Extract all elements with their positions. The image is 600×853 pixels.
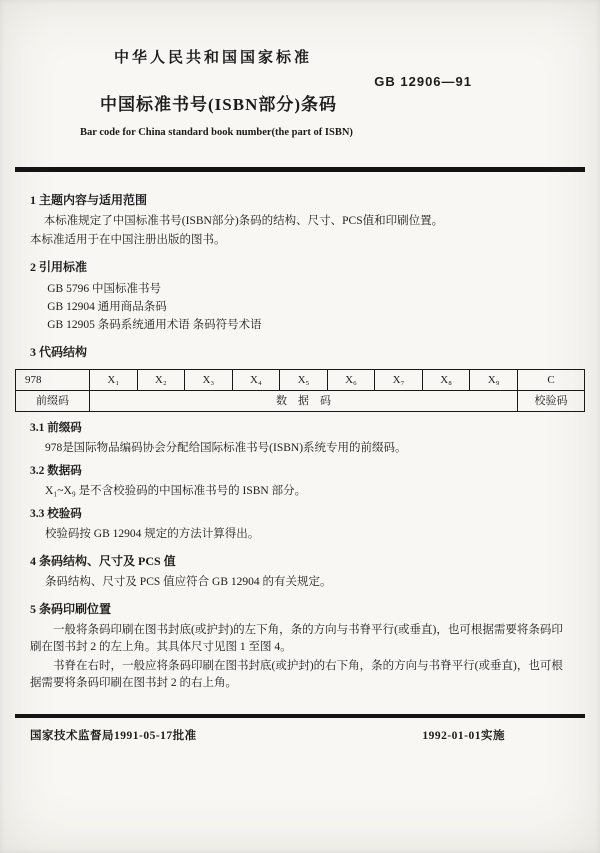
data-label-cell: 数 据 码 xyxy=(90,391,518,412)
code-table-row-labels xyxy=(16,391,585,412)
footer-divider xyxy=(15,714,585,718)
section-5-heading: 5 条码印刷位置 xyxy=(30,602,112,616)
data-code-cell: X₃ xyxy=(185,370,233,391)
data-code-cell: X₇ xyxy=(375,370,423,391)
data-code-cell: X₉ xyxy=(470,370,518,391)
doc-number: GB 12906—91 xyxy=(374,74,472,89)
section-2-heading: 2 引用标准 xyxy=(30,260,88,274)
data-code-cell: X₁ xyxy=(90,370,138,391)
section-1-paragraph-2: 本标准适用于在中国注册出版的图书。 xyxy=(30,234,226,246)
code-structure-table xyxy=(15,369,585,412)
page-title: 中国标准书号(ISBN部分)条码 xyxy=(100,95,338,114)
check-code-cell: C xyxy=(518,370,585,391)
section-3-heading: 3 代码结构 xyxy=(30,345,88,359)
section-3-1-paragraph: 978是国际物品编码协会分配给国际标准书号(ISBN)系统专用的前缀码。 xyxy=(44,442,407,454)
data-code-cell: X₂ xyxy=(137,370,185,391)
data-code-cell: X₆ xyxy=(327,370,375,391)
prefix-code-cell: 978 xyxy=(16,370,90,391)
reference-item: GB 12905 条码系统通用术语 条码符号术语 xyxy=(47,319,262,331)
section-4-paragraph: 条码结构、尺寸及 PCS 值应符合 GB 12904 的有关规定。 xyxy=(44,576,332,588)
prefix-label-cell: 前缀码 xyxy=(16,391,90,412)
data-code-cell: X₄ xyxy=(232,370,280,391)
footer-approval: 国家技术监督局1991-05-17批准 xyxy=(30,730,197,742)
section-5-paragraph-1: 一般将条码印刷在图书封底(或护封)的左下角，条的方向与书脊平行(或垂直)，也可根据需要将条码印刷在图书封 2 的左上角。其具体尺寸见图 1 至图 4。 xyxy=(30,624,563,653)
section-1-heading: 1 主题内容与适用范围 xyxy=(30,193,148,207)
data-code-cell: X₅ xyxy=(280,370,328,391)
page-title-english: Bar code for China standard book number(the part of ISBN) xyxy=(80,127,353,138)
section-5-paragraph-2: 书脊在右时，一般应将条码印刷在图书封底(或护封)的右下角，条的方向与书脊平行(或垂直)，也可根据需要将条码印刷在图书封 2 的右上角。 xyxy=(30,660,563,689)
document-body xyxy=(25,190,570,694)
section-3-2-heading: 3.2 数据码 xyxy=(30,465,82,477)
section-3-3-paragraph: 校验码按 GB 12904 规定的方法计算得出。 xyxy=(44,528,260,540)
reference-item: GB 12904 通用商品条码 xyxy=(47,301,167,313)
section-4-heading: 4 条码结构、尺寸及 PCS 值 xyxy=(30,554,176,568)
section-3-2-paragraph: X₁~X₉ 是不含校验码的中国标准书号的 ISBN 部分。 xyxy=(44,485,307,497)
data-code-cell: X₈ xyxy=(422,370,470,391)
section-1-paragraph-1: 本标准规定了中国标准书号(ISBN部分)条码的结构、尺寸、PCS值和印刷位置。 xyxy=(43,215,444,227)
section-3-3-heading: 3.3 校验码 xyxy=(30,508,82,520)
section-3-1-heading: 3.1 前缀码 xyxy=(30,422,82,434)
header-divider xyxy=(15,167,585,172)
footer-effective-date: 1992-01-01实施 xyxy=(422,730,505,742)
reference-item: GB 5796 中国标准书号 xyxy=(47,283,161,295)
code-table-row-codes xyxy=(16,370,585,391)
standard-name: 中华人民共和国国家标准 xyxy=(114,50,313,66)
check-label-cell: 校验码 xyxy=(518,391,585,412)
